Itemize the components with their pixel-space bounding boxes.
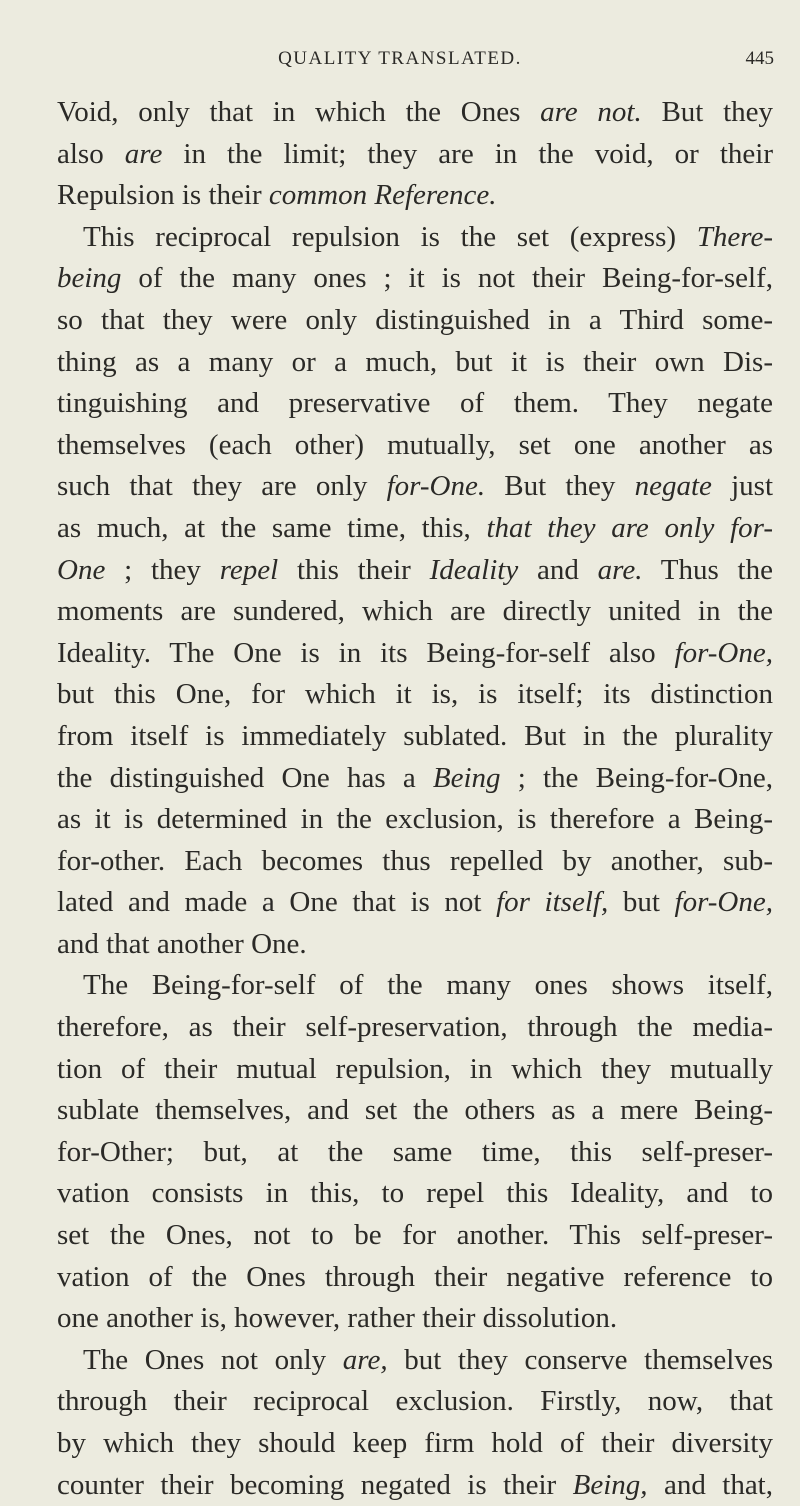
italic-emphasis: common Reference.: [268, 179, 497, 212]
text-line: being of the many ones ; it is not their Being-for-self,: [57, 262, 773, 295]
italic-emphasis: There-: [696, 220, 773, 253]
italic-emphasis: for-One.: [386, 470, 486, 503]
text-line: set the Ones, not to be for another. This self-preser-: [57, 1219, 773, 1252]
italic-emphasis: One: [57, 553, 106, 586]
text-line: Void, only that in which the Ones are not. But they: [57, 96, 773, 128]
text-line: lated and made a One that is not for itself, but for-One,: [57, 886, 773, 919]
text-line: and that another One.: [57, 927, 307, 960]
page-number: 445: [745, 48, 774, 69]
italic-emphasis: for itself,: [496, 886, 609, 919]
italic-emphasis: Being,: [572, 1468, 648, 1501]
running-header: [0, 48, 800, 78]
text-line: as it is determined in the exclusion, is therefore a Being-: [57, 803, 773, 836]
text-line: Ideality. The One is in its Being-for-self also for-One,: [57, 636, 773, 669]
text-line: also are in the limit; they are in the void, or their: [57, 137, 773, 170]
text-line: The Ones not only are, but they conserve themselves: [83, 1343, 773, 1376]
text-line: vation consists in this, to repel this Ideality, and to: [57, 1177, 773, 1210]
text-line: such that they are only for-One. But they negate just: [57, 470, 773, 503]
text-line: tion of their mutual repulsion, in which they mutually: [57, 1052, 773, 1085]
header-title: QUALITY TRANSLATED.: [278, 48, 522, 69]
text-line: Repulsion is their common Reference.: [57, 179, 497, 212]
text-line: The Being-for-self of the many ones shows itself,: [83, 969, 773, 1002]
italic-emphasis: negate: [634, 470, 712, 503]
text-line: by which they should keep firm hold of their diversity: [57, 1427, 773, 1459]
italic-emphasis: being: [57, 262, 122, 295]
italic-emphasis: that they are only for-: [486, 511, 773, 544]
text-line: thing as a many or a much, but it is their own Dis-: [57, 345, 773, 378]
text-line: themselves (each other) mutually, set one another as: [57, 428, 773, 461]
italic-emphasis: for-One,: [674, 886, 773, 919]
text-line: This reciprocal repulsion is the set (express) There-: [83, 220, 773, 253]
body-text: [57, 92, 773, 1506]
text-line: from itself is immediately sublated. But in the plurality: [57, 719, 773, 752]
text-line: one another is, however, rather their dissolution.: [57, 1302, 618, 1335]
text-line: through their reciprocal exclusion. Firstly, now, that: [57, 1385, 773, 1418]
italic-emphasis: are: [124, 137, 163, 170]
italic-emphasis: are.: [597, 553, 643, 586]
text-line: therefore, as their self-preservation, through the media-: [57, 1011, 773, 1044]
text-line: for-other. Each becomes thus repelled by another, sub-: [57, 844, 773, 877]
italic-emphasis: are,: [342, 1343, 388, 1376]
text-line: counter their becoming negated is their Being, and that,: [57, 1468, 773, 1501]
text-line: as much, at the same time, this, that they are only for-: [57, 511, 773, 544]
text-line: but this One, for which it is, is itself; its distinction: [57, 678, 773, 711]
text-line: so that they were only distinguished in a Third some-: [57, 303, 773, 336]
text-line: vation of the Ones through their negative reference to: [57, 1260, 773, 1293]
text-line: for-Other; but, at the same time, this self-preser-: [57, 1135, 773, 1168]
text-line: One ; they repel this their Ideality and are. Thus the: [57, 553, 773, 586]
italic-emphasis: for-One,: [674, 636, 773, 669]
italic-emphasis: Ideality: [429, 553, 519, 586]
italic-emphasis: repel: [219, 553, 279, 586]
italic-emphasis: are not.: [540, 96, 642, 128]
text-line: tinguishing and preservative of them. They negate: [57, 387, 773, 420]
text-line: the distinguished One has a Being ; the Being-for-One,: [57, 761, 773, 794]
italic-emphasis: Being: [432, 761, 501, 794]
text-line: moments are sundered, which are directly united in the: [57, 595, 773, 628]
text-line: sublate themselves, and set the others as a mere Being-: [57, 1094, 773, 1127]
